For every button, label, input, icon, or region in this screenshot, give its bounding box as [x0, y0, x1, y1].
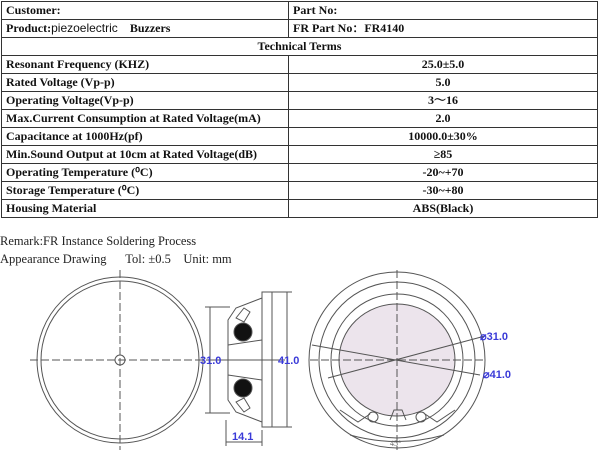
spec-name: Operating Temperature (⁰C): [2, 164, 289, 182]
spec-name: Operating Voltage(Vp-p): [2, 92, 289, 110]
drawing-title: Appearance Drawing: [0, 252, 107, 266]
spec-value: 10000.0±30%: [289, 128, 598, 146]
spec-name: Max.Current Consumption at Rated Voltage(mA): [2, 110, 289, 128]
back-view: [309, 270, 511, 450]
spec-value: ABS(Black): [289, 200, 598, 218]
spec-name: Housing Material: [2, 200, 289, 218]
spec-value: ≥85: [289, 146, 598, 164]
remark: Remark:FR Instance Soldering Process: [0, 234, 197, 248]
product-value: piezoelectric: [51, 21, 118, 35]
product-label: Product:: [6, 21, 52, 35]
spec-value: 2.0: [289, 110, 598, 128]
spec-value: -30~+80: [289, 182, 598, 200]
dim-inner: 31.0: [200, 355, 222, 367]
dim-depth: 14.1: [232, 431, 254, 443]
front-view: [30, 270, 210, 450]
dim-angle: 45°: [390, 439, 402, 448]
spec-value: 3～16: [289, 92, 598, 110]
part-no-label: Part No:: [289, 2, 598, 20]
spec-name: Rated Voltage (Vp-p): [2, 74, 289, 92]
unit: Unit: mm: [183, 252, 232, 266]
spec-name: Min.Sound Output at 10cm at Rated Voltage(dB): [2, 146, 289, 164]
dim-dia-outer: ⌀41.0: [483, 369, 512, 381]
customer-label: Customer:: [2, 2, 289, 20]
spec-name: Resonant Frequency (KHZ): [2, 56, 289, 74]
dim-dia-inner: ⌀31.0: [480, 331, 509, 343]
product-type: Buzzers: [129, 21, 171, 35]
spec-value: 5.0: [289, 74, 598, 92]
side-view: [200, 292, 299, 446]
spec-value: 25.0±5.0: [289, 56, 598, 74]
dim-outer: 41.0: [278, 355, 300, 367]
spec-value: -20~+70: [289, 164, 598, 182]
tolerance: Tol: ±0.5: [125, 252, 171, 266]
fr-part-no: FR Part No：FR4140: [289, 20, 598, 38]
spec-name: Capacitance at 1000Hz(pf): [2, 128, 289, 146]
spec-name: Storage Temperature (⁰C): [2, 182, 289, 200]
section-title: Technical Terms: [2, 38, 598, 56]
